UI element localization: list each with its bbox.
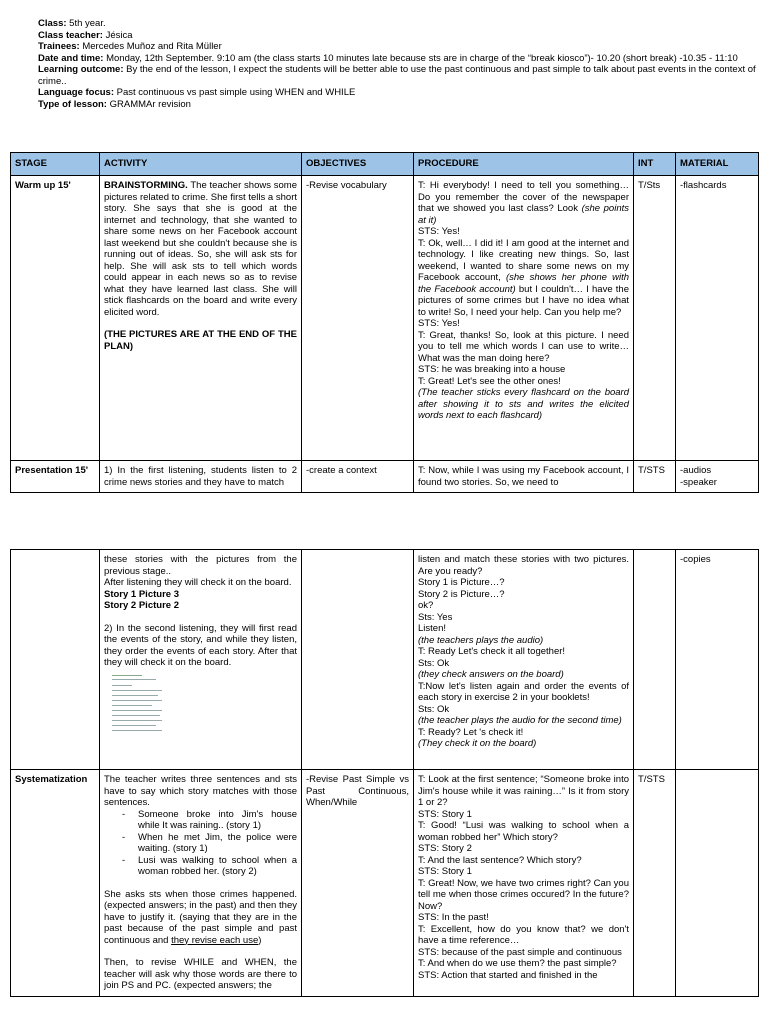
stage-cell xyxy=(11,550,100,770)
material-cell xyxy=(676,770,759,997)
col-procedure: PROCEDURE xyxy=(414,153,634,176)
outcome-line: Learning outcome: By the end of the lesson, I expect the students will be better able to use the past continuous and past simple to talk about past events in the context of crime.. xyxy=(38,64,756,87)
stage-cell: Presentation 15' xyxy=(11,461,100,493)
procedure-cell: T: Look at the first sentence; “Someone broke into Jim's house while it was raining…” Is it from story 1 or 2? STS: Story 1 T: Good! “Lusi was walking to school when a woman robbed her” Which story? STS: Story 2 T: And the last sentence? Which story? STS: Story 1 T: Great! Now, we have two crimes right? Can you tell me when those crimes occured? In the future? Now? STS: In the past! T: Excellent, how do you know that? we don't have a time reference… STS: because of the past simple and continuous T: And when do we use them? the past simple? STS: Action that started and finished in the xyxy=(414,770,634,997)
procedure-cell: T: Now, while I was using my Facebook account, I found two stories. So, we need to xyxy=(414,461,634,493)
objectives-cell: -Revise vocabulary xyxy=(302,176,414,461)
trainees-line: Trainees: Mercedes Muñoz and Rita Müller xyxy=(38,41,222,52)
table-row-presentation xyxy=(11,461,759,493)
table-row-systematization xyxy=(11,770,759,997)
list-item: - Someone broke into Jim's house while It was raining.. (story 1) xyxy=(138,809,297,832)
activity-cell: BRAINSTORMING. The teacher shows some pictures related to crime. She first tells a short story. She says that she is good at the internet and technology, that she wanted to share some news on her Facebook account last weekend but she couldn't because she is running out of ideas. So, she will ask sts for help. She will ask sts to tell which words could appear in each news so as to revise what they have learned last class. She will stick flashcards on the board and write every elicited word. (THE PICTURES ARE AT THE END OF THE PLAN) xyxy=(100,176,302,461)
col-material: MATERIAL xyxy=(676,153,759,176)
sentence-list xyxy=(104,809,297,878)
activity-cell: these stories with the pictures from the previous stage.. After listening they will check it on the board. Story 1 Picture 3 Story 2 Picture 2 2) In the second listening, they will first read the events of the story, and while they listen, they order the events of each story. After that they will check it on the board. xyxy=(100,550,302,770)
col-int: INT xyxy=(634,153,676,176)
activity-cell: 1) In the first listening, students listen to 2 crime news stories and they have to match xyxy=(100,461,302,493)
col-objectives: OBJECTIVES xyxy=(302,153,414,176)
lesson-plan-table-2 xyxy=(10,549,759,997)
table-row-presentation-cont xyxy=(11,550,759,770)
stage-cell: Systematization xyxy=(11,770,100,997)
lesson-plan-table-1 xyxy=(10,152,759,493)
procedure-cell: listen and match these stories with two pictures. Are you ready? Story 1 is Picture…? Story 2 is Picture…? ok? Sts: Yes Listen! (the teachers plays the audio) T: Ready Let's check it all together! Sts: Ok (they check answers on the board) T:Now let's listen again and order the events of each story in exercise 2 in your booklets! Sts: Ok (the teacher plays the audio for the second time) T: Ready? Let 's check it! (They check it on the board) xyxy=(414,550,634,770)
col-activity: ACTIVITY xyxy=(100,153,302,176)
lesson-header xyxy=(38,18,758,110)
class-line: Class: 5th year. xyxy=(38,18,106,29)
material-cell: -flashcards xyxy=(676,176,759,461)
table-row-warmup xyxy=(11,176,759,461)
stage-cell: Warm up 15' xyxy=(11,176,100,461)
material-cell: -copies xyxy=(676,550,759,770)
list-item: - When he met Jim, the police were waiting. (story 1) xyxy=(138,832,297,855)
int-cell: T/STS xyxy=(634,770,676,997)
objectives-cell: -Revise Past Simple vs Past Continuous, When/While xyxy=(302,770,414,997)
type-line: Type of lesson: GRAMMAr revision xyxy=(38,98,191,110)
int-cell: T/STS xyxy=(634,461,676,493)
date-line: Date and time: Monday, 12th September. 9:10 am (the class starts 10 minutes late because sts are in charge of the “break kiosco”)- 10.20 (short break) -10.35 - 11:10 xyxy=(38,52,738,64)
activity-cell: The teacher writes three sentences and sts have to say which story matches with those sentences. - Someone broke into Jim's house while It was raining.. (story 1) - When he met Jim, the police were waiting. (story 1) - Lusi was walking to school when a woman robbed her. (story 2) She asks sts when those crimes happened. (expected answers; in the past) and then they have to justify it. (saying that they are in the past because of the past simple and past continuous and they revise each use) Then, to revise WHILE and WHEN, the teacher will ask why those words are there to join PS and PC. (expected answers; the xyxy=(100,770,302,997)
activity-note: (THE PICTURES ARE AT THE END OF THE PLAN) xyxy=(104,329,297,352)
objectives-cell xyxy=(302,550,414,770)
objectives-cell: -create a context xyxy=(302,461,414,493)
list-item: - Lusi was walking to school when a woman robbed her. (story 2) xyxy=(138,855,297,878)
material-cell: -audios -speaker xyxy=(676,461,759,493)
teacher-line: Class teacher: Jésica xyxy=(38,29,133,41)
int-cell xyxy=(634,550,676,770)
focus-line: Language focus: Past continuous vs past simple using WHEN and WHILE xyxy=(38,87,356,98)
col-stage: STAGE xyxy=(11,153,100,176)
exercise-thumbnail xyxy=(108,673,170,735)
int-cell: T/Sts xyxy=(634,176,676,461)
table-header-row xyxy=(11,153,759,176)
procedure-cell: T: Hi everybody! I need to tell you something… Do you remember the cover of the newspaper that we showed you last class? Look (she points at it) STS: Yes! T: Ok, well… I did it! I am good at the internet and technology. I like creating new things. So, last weekend, I wanted to share some news on my Facebook account, (she shows her phone with the Facebook account) but I couldn't… I have the pictures of some crimes but I have no idea what to write! So, I need your help. Can you help me? STS: Yes! T: Great, thanks! So, look at this picture. I need you to tell me which words I can use to write… What was the man doing here? STS: he was breaking into a house T: Great! Let's see the other ones! (The teacher sticks every flashcard on the board after showing it to sts and writes the elicited words next to each flashcard) xyxy=(414,176,634,461)
